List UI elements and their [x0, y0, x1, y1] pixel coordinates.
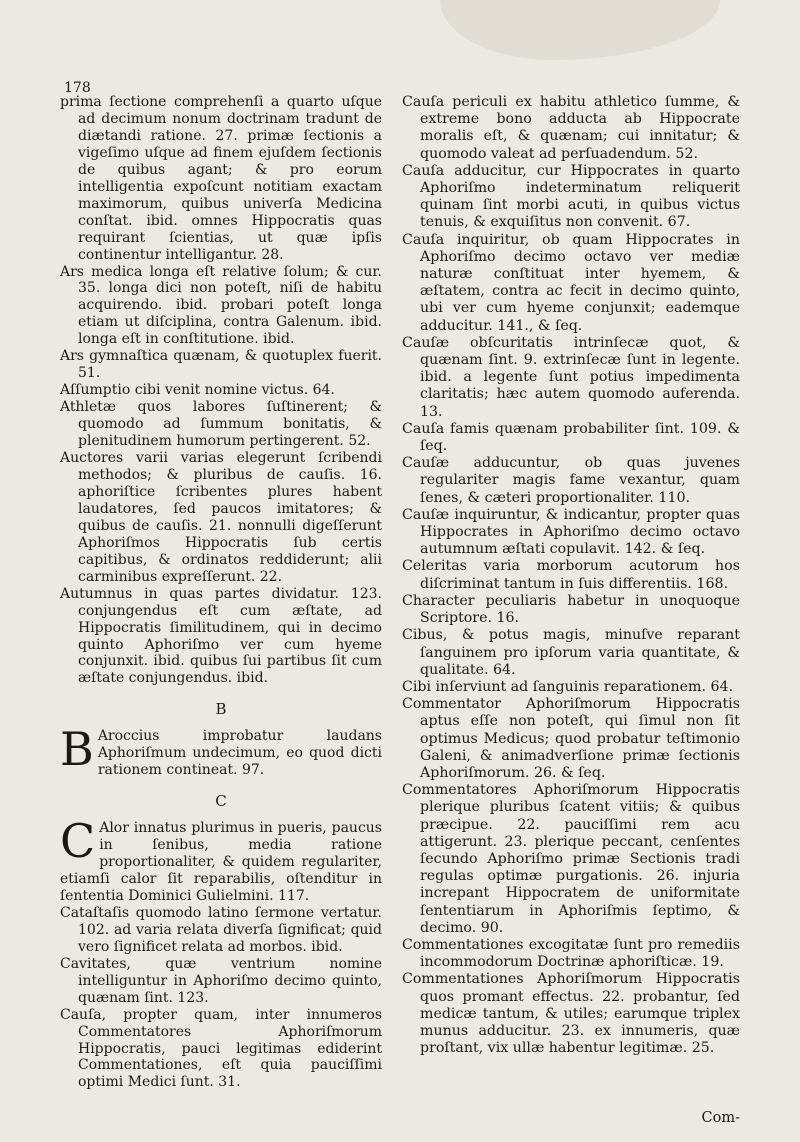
index-entry-b	[60, 722, 382, 779]
index-entry: Ars medica longa eſt relative ſolum; & cur. 35. longa dici non poteſt, niſi de habitu acquirendo. ibid. probari poteſt longa etiam ut diſciplina, contra Galenum. ibid. longa eſt in conſtitutione. ibid.	[60, 263, 382, 348]
index-entry: Cavitates, quæ ventrium nomine intelliguntur in Aphoriſmo decimo quinto, quænam ſint. 123.	[60, 955, 382, 1006]
index-entry: Commentationes Aphoriſmorum Hippocratis quos promant effectus. 22. probantur, ſed medicæ tantum, & utiles; earumque triplex munus adducitur. 23. ex innumeris, quæ proſtant, vix ullæ habentur legitimæ. 25.	[402, 971, 740, 1057]
entry-text: Aroccius improbatur laudans Aphoriſmum undecimum, eo quod dicti rationem contineat. 97.	[97, 728, 382, 779]
index-entry: Cauſa adducitur, cur Hippocrates in quarto Aphoriſmo indeterminatum reliquerit quinam ſint morbi acuti, in quibus victus tenuis, & exquiſitus non convenit. 67.	[402, 162, 740, 231]
index-entry: Aſſumptio cibi venit nomine victus. 64.	[60, 382, 335, 399]
section-letter-c: C	[215, 792, 227, 811]
index-entry: prima ſectione comprehenſi a quarto uſque ad decimum nonum doctrinam tradunt de diætandi ratione. 27. primæ ſectionis a vigeſimo uſque ad finem ejuſdem ſectionis de quibus agant; & pro eorum intelligentia expoſcunt notitiam exactam maximorum, quibus univerſa Medicina conſtat. ibid. omnes Hippocratis quas requirant ſcientias, ut quæ ipſis continentur intelligantur. 28.	[60, 94, 382, 263]
index-entry: Commentatores Aphoriſmorum Hippocratis plerique pluribus ſcatent vitiis; & quibus præcipue. 22. pauciſſimi rem acu attigerunt. 23. plerique peccant, cenſentes ſecundo Aphoriſmo primæ Sectionis tradi regulas optimæ purgationis. 26. injuria increpant Hippocratem de uniformitate ſententiarum in Aphoriſmis ſeptimo, & decimo. 90.	[402, 782, 740, 936]
index-entry: Commentator Aphoriſmorum Hippocratis aptus eſſe non poteſt, qui ſimul non ſit optimus Medicus; quod probatur teſtimonio Galeni, & animadverſione primæ ſectionis Aphoriſmorum. 26. & ſeq.	[402, 696, 740, 781]
index-entry: Ars gymnaſtica quænam, & quotuplex fuerit. 51.	[60, 348, 382, 382]
index-entry: Cibus, & potus magis, minuſve reparant ſanguinem pro ipſorum varia quantitate, & qualitate. 64.	[402, 627, 740, 678]
index-entry: Auctores varii varias elegerunt ſcribendi methodos; & pluribus de cauſis. 16. aphoriſtice ſcribentes plures habent laudatores, ſed paucos imitatores; & quibus de cauſis. 21. nonnulli digeſſerunt Aphoriſmos Hippocratis ſub certis capitibus, & ordinatos reddiderunt; alii carminibus expreſſerunt. 22.	[60, 450, 382, 585]
index-entry: Cauſæ adducuntur, ob quas juvenes regulariter magis fame vexantur, quam ſenes, & cæteri proportionaliter. 110.	[402, 455, 740, 506]
index-entry: Cauſa inquiritur, ob quam Hippocrates in Aphoriſmo decimo octavo ver mediæ naturæ conſtituat inter hyemem, & æſtatem, contra ac fecit in decimo quinto, ubi ver cum hyeme conjunxit; eademque adducitur. 141., & ſeq.	[402, 231, 740, 334]
catchword: Com-	[701, 1110, 740, 1126]
entry-text: Alor innatus plurimus in pueris, paucus in ſenibus, media ratione proportionaliter, & quidem regulariter, etiamſi calor ſit reparabilis, oſtenditur in ſententia Dominici Gulielmini. 117.	[60, 820, 382, 904]
index-entry: Autumnus in quas partes dividatur. 123. conjungendus eſt cum æſtate, ad Hippocratis ſimilitudinem, qui in decimo quinto Aphoriſmo ver cum hyeme conjunxit. ibid. quibus ſui partibus ſit cum æſtate conjungendus. ibid.	[60, 585, 382, 687]
index-entry: Cauſa periculi ex habitu athletico ſumme, & extreme bono adducta ab Hippocrate moralis eſt, & quænam; cui innitatur; & quomodo valeat ad perſuadendum. 52.	[402, 94, 740, 162]
index-entry-c	[60, 814, 382, 905]
section-letter-b: B	[215, 700, 227, 719]
index-entry: Commentationes excogitatæ ſunt pro remediis incommodorum Doctrinæ aphoriſticæ. 19.	[402, 936, 740, 971]
drop-cap-b: B	[60, 722, 94, 777]
index-entry: Cibi inſerviunt ad ſanguinis reparationem. 64.	[402, 678, 734, 695]
index-entry: Cauſæ inquiruntur, & indicantur, propter quas Hippocrates in Aphoriſmo decimo octavo autumnum æſtati copulavit. 142. & ſeq.	[402, 506, 740, 558]
page-fold-shadow	[440, 0, 720, 60]
index-entry: Athletæ quos labores ſuſtinerent; & quomodo ad ſummum bonitatis, & plenitudinem humorum pertingerent. 52.	[60, 399, 382, 450]
drop-cap-c: C	[60, 814, 96, 869]
right-column	[402, 94, 740, 1057]
index-entry: Celeritas varia morborum acutorum hos diſcriminat tantum in ſuis differentiis. 168.	[402, 558, 740, 592]
page-number: 178	[64, 80, 91, 96]
left-column	[60, 94, 382, 1091]
index-entry: Character peculiaris habetur in unoquoque Scriptore. 16.	[402, 592, 740, 627]
index-entry: Cataſtaſis quomodo latino ſermone vertatur. 102. ad varia relata diverſa ſignificat; quid vero ſignificet relata ad morbos. ibid.	[60, 904, 382, 955]
index-entry: Cauſa famis quænam probabiliter ſint. 109. & ſeq.	[402, 420, 740, 455]
index-entry: Cauſæ obſcuritatis intrinſecæ quot, & quænam ſint. 9. extrinſecæ ſunt in legente. ibid. a legente ſunt potius impedimenta claritatis; hæc autem quomodo auferenda. 13.	[402, 334, 740, 420]
index-entry: Cauſa, propter quam, inter innumeros Commentatores Aphoriſmorum Hippocratis, pauci legitimas ediderint Commentationes, eſt quia pauciſſimi optimi Medici ſunt. 31.	[60, 1006, 382, 1091]
